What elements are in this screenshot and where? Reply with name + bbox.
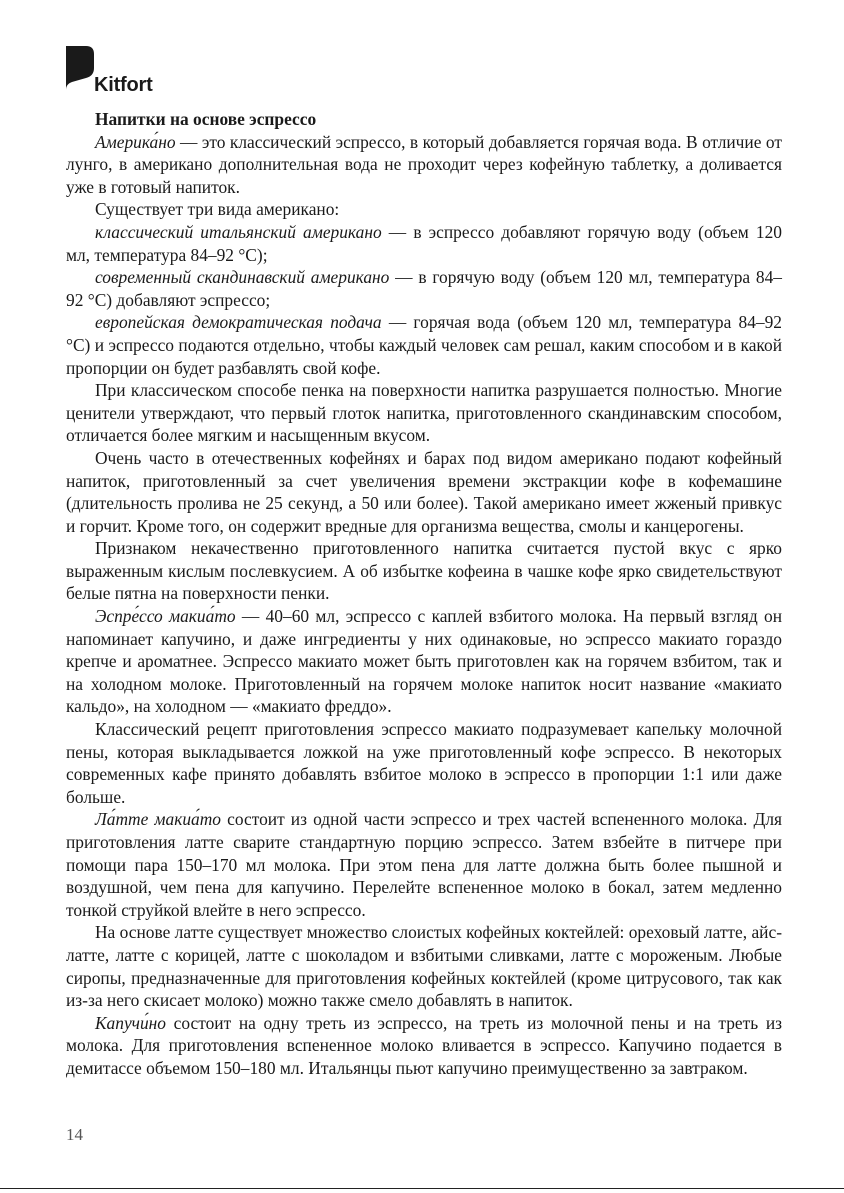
paragraph [66, 808, 782, 921]
paragraph-lead-term: Ла́тте макиа́то [95, 809, 222, 830]
brand-logo [66, 46, 176, 100]
paragraph-list [66, 131, 782, 1080]
paragraph-text: состоит на одну треть из эспрессо, на треть из молочной пены и на треть из молока. Для приготовления вспененное молоко вливается в эспрессо. Капучино подается в демитассе объемом 150–180 мл. Итальянцы пьют капучино преимущественно за завтраком. [66, 1012, 782, 1078]
paragraph-text: Существует три вида американо: [95, 199, 340, 220]
paragraph-lead-term: Капучи́но [95, 1012, 166, 1033]
paragraph [66, 718, 782, 808]
paragraph [66, 605, 782, 718]
paragraph-text: Очень часто в отечественных кофейнях и барах под видом американо подают кофейный напиток, приготовленный за счет увеличения времени экстракции кофе в кофемашине (длительность пролива не 25 секунд, а 50 или более). Такой американо имеет жженый привкус и горчит. Кроме того, он содержит вредные для организма вещества, смолы и канцерогены. [66, 447, 782, 536]
paragraph-lead-term: классический итальянский американо [95, 221, 382, 242]
bottom-rule [0, 1188, 844, 1189]
paragraph [66, 311, 782, 379]
paragraph-text: Классический рецепт приготовления эспрессо макиато подразумевает капельку молочной пены, которая выкладывается ложкой на уже приготовленный кофе эспрессо. В некоторых современных кафе принято добавлять взбитое молоко в эспрессо в пропорции 1:1 или даже больше. [66, 719, 782, 807]
paragraph-text: — это классический эспрессо, в который добавляется горячая вода. В отличие от лунго, в американо дополнительная вода не проходит через кофейную таблетку, а доливается уже в готовый напиток. [66, 131, 782, 197]
paragraph-lead-term: Эспре́ссо макиа́то [95, 606, 236, 627]
paragraph [66, 198, 782, 221]
paragraph-text: — 40–60 мл, эспрессо с каплей взбитого молока. На первый взгляд он напоминает капучино, и даже ингредиенты у них одинаковые, но эспрессо макиато гораздо крепче и ароматнее. Эспрессо макиато может быть приготовлен как на горячем взбитом, так и на холодном молоке. Приготовленный на горячем молоке напиток носит название «макиато кальдо», на холодном — «макиато фреддо». [66, 606, 782, 717]
section-title: Напитки на основе эспрессо [95, 109, 317, 129]
brand-name: Kitfort [94, 74, 153, 96]
paragraph-text: При классическом способе пенка на поверхности напитка разрушается полностью. Многие ценители утверждают, что первый глоток напитка, приготовленного скандинавским способом, отличается более мягким и насыщенным вкусом. [66, 380, 782, 446]
article-body [66, 108, 782, 1080]
paragraph-text: — в эспрессо добавляют горячую воду (объем 120 мл, температура 84–92 °C); [66, 221, 782, 265]
paragraph-text: — горячая вода (объем 120 мл, температура 84–92 °C) и эспрессо подаются отдельно, чтобы каждый человек сам решал, каким способом и в какой пропорции он будет разбавлять свой кофе. [66, 312, 782, 378]
paragraph [66, 131, 782, 199]
paragraph [66, 537, 782, 605]
paragraph-text: Признаком некачественно приготовленного напитка считается пустой вкус с ярко выраженным кислым послевкусием. А об избытке кофеина в чашке кофе ярко свидетельствуют белые пятна на поверхности пенки. [66, 538, 782, 604]
paragraph [66, 221, 782, 266]
paragraph-text: На основе латте существует множество слоистых кофейных коктейлей: ореховый латте, айс-латте, латте с корицей, латте с шоколадом и взбитыми сливками, латте с мороженым. Любые сиропы, предназначенные для приготовления кофейных коктейлей (кроме цитрусового, так как из-за него скисает молоко) можно также смело добавлять в напиток. [66, 922, 782, 1011]
paragraph-lead-term: европейская демократическая подача [95, 312, 382, 333]
paragraph [66, 921, 782, 1011]
paragraph [66, 379, 782, 447]
paragraph-lead-term: Америка́но [95, 131, 176, 152]
kitfort-logo-icon [66, 46, 94, 94]
paragraph-lead-term: современный скандинавский американо [95, 267, 390, 288]
paragraph-text: состоит из одной части эспрессо и трех частей вспененного молока. Для приготовления латте сварите стандартную порцию эспрессо. Затем взбейте в питчере при помощи пара 150–170 мл молока. При этом пена для латте должна быть более пышной и воздушной, чем пена для капучино. Перелейте вспененное молоко в бокал, затем медленно тонкой струйкой влейте в него эспрессо. [66, 809, 783, 920]
paragraph [66, 1012, 782, 1080]
paragraph [66, 266, 782, 311]
paragraph-text: — в горячую воду (объем 120 мл, температура 84–92 °C) добавляют эспрессо; [66, 267, 782, 310]
paragraph [66, 447, 782, 537]
page-number: 14 [66, 1125, 83, 1144]
